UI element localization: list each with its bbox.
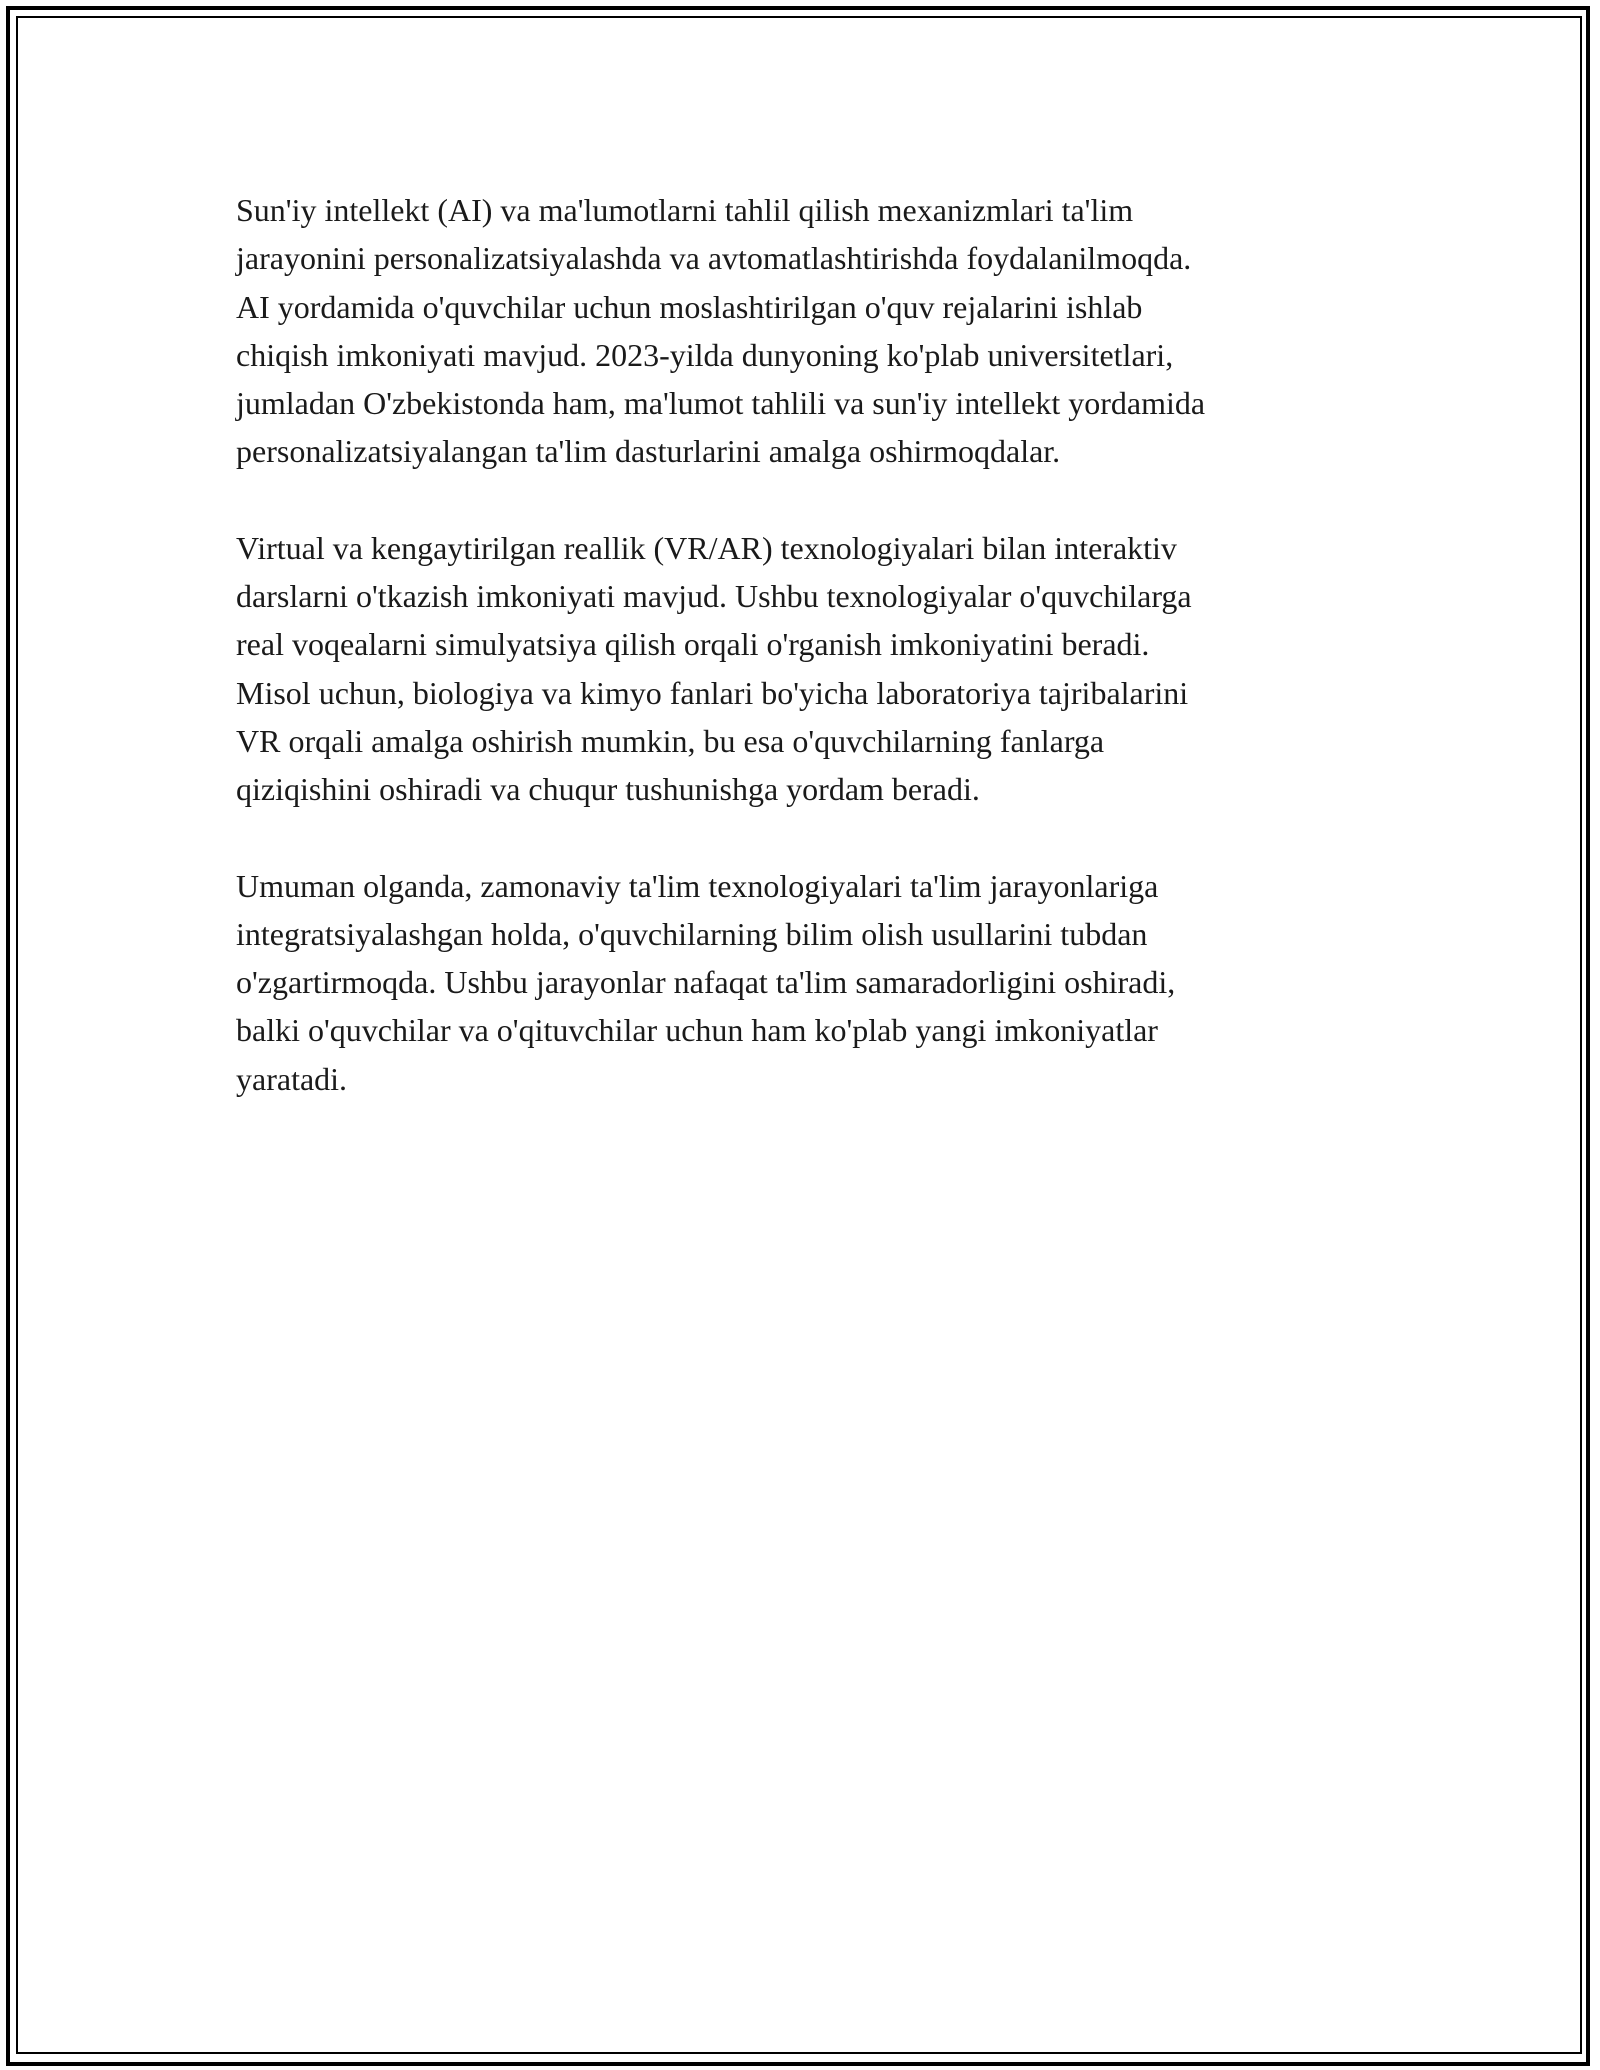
paragraph-vr-ar: Virtual va kengaytirilgan reallik (VR/AR) texnologiyalari bilan interaktiv darslarni o'tkazish imkoniyati mavjud. Ushbu texnologiyalar o'quvchilarga real voqealarni simulyatsiya qilish orqali o'rganish imkoniyatini beradi. Misol uchun, biologiya va kimyo fanlari bo'yicha laboratoriya tajribalarini VR orqali amalga oshirish mumkin, bu esa o'quvchilarning fanlarga qiziqishini oshiradi va chuqur tushunishga yordam beradi. (236, 529, 1192, 808)
paragraph-conclusion: Umuman olganda, zamonaviy ta'lim texnologiyalari ta'lim jarayonlariga integratsiyalashgan holda, o'quvchilarning bilim olish usullarini tubdan o'zgartirmoqda. Ushbu jarayonlar nafaqat ta'lim samaradorligini oshiradi, balki o'quvchilar va o'qituvchilar uchun ham ko'plab yangi imkoniyatlar yaratadi. (236, 867, 1176, 1097)
paragraph-ai: Sun'iy intellekt (AI) va ma'lumotlarni tahlil qilish mexanizmlari ta'lim jarayonini personalizatsiyalashda va avtomatlashtirishda foydalanilmoqda. AI yordamida o'quvchilar uchun moslashtirilgan o'quv rejalarini ishlab chiqish imkoniyati mavjud. 2023-yilda dunyoning ko'plab universitetlari, jumladan O'zbekistonda ham, ma'lumot tahlili va sun'iy intellekt yordamida personalizatsiyalangan ta'lim dasturlarini amalga oshirmoqdalar. (236, 192, 1206, 470)
document-body (236, 186, 1356, 1151)
